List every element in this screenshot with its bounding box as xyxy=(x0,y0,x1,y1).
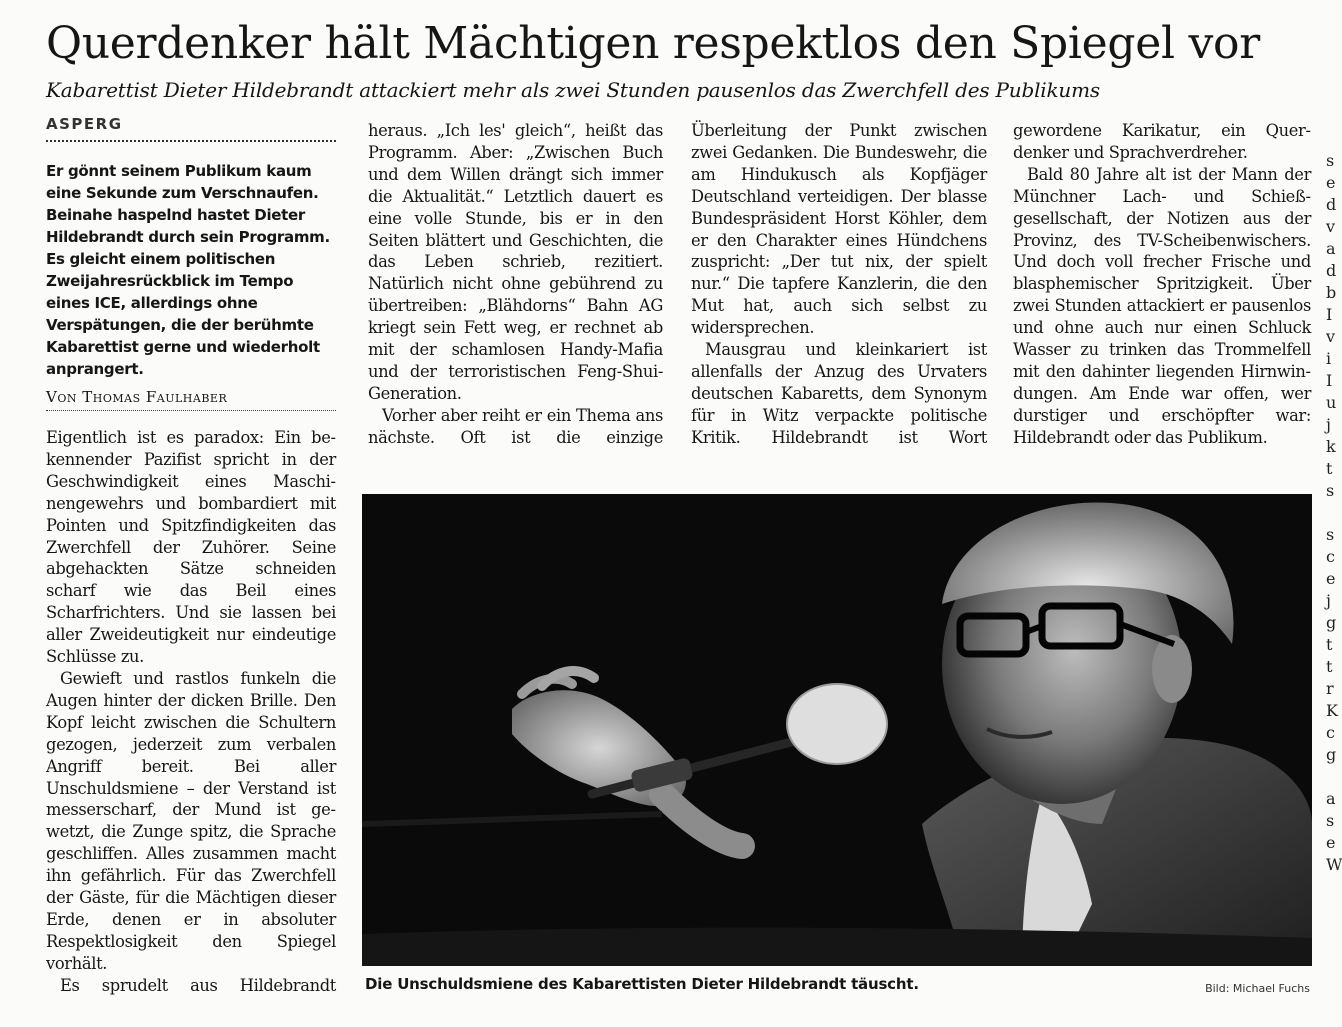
edge-letter: i xyxy=(1326,349,1332,368)
edge-letter xyxy=(1326,502,1340,524)
edge-letter xyxy=(1326,766,1340,788)
photo-caption: Die Unschuldsmiene des Kabarettisten Dieter Hildebrandt täuscht. xyxy=(365,975,919,993)
dateline: ASPERG xyxy=(46,115,123,133)
edge-letter: s xyxy=(1326,811,1335,830)
headline: Querdenker hält Mächtigen respektlos den Spiegel vor xyxy=(46,18,1260,69)
dateline-divider xyxy=(46,140,336,142)
edge-letter: g xyxy=(1326,745,1337,764)
article-photo xyxy=(362,494,1312,966)
edge-letter: v xyxy=(1326,327,1336,346)
edge-letter: I xyxy=(1326,371,1333,390)
edge-letter: t xyxy=(1326,657,1333,676)
edge-letter: a xyxy=(1326,789,1336,808)
body-paragraph-6: Bald 80 Jahre alt ist der Mann der Münchner Lach- und Schießgesellschaft, der Notizen aus der Provinz, des TV-Scheibenwischers. Und doch voll frecher Frische und blasphemischer Spritzigkeit. Über zwei Stunden attackiert er pausenlos und ohne auch nur einen Schluck Wasser zu trinken das Trommelfell mit den dahinter liegenden Hirnwindungen. Am Ende war offen, wer durstiger und erschöpfter war: Hildebrandt oder das Publikum. xyxy=(1013,164,1311,447)
edge-letter: s xyxy=(1326,481,1335,500)
edge-letter: k xyxy=(1326,437,1336,456)
edge-letter: e xyxy=(1326,833,1336,852)
edge-letter: t xyxy=(1326,459,1333,478)
body-paragraph-4-start: Vorher aber reiht er ein Thema ans nächste. Oft ist die einzige xyxy=(368,405,663,447)
edge-letter: b xyxy=(1326,283,1337,302)
body-paragraph-3-cont: heraus. „Ich les' gleich“, heißt das Programm. Aber: „Zwischen Buch und dem Willen drängt sich immer die Aktualität.“ Letztlich dauert es eine volle Stunde, bis er in den Seiten blättert und Geschichten, die das Leben schrieb, rezitiert. Natürlich nicht ohne gebührend zu übertreiben: „Blähdorns“ Bahn AG kriegt sein Fett weg, er rechnet ab mit der schamlosen Handy-Mafia und der terroristischen Feng-Shui-Generation. xyxy=(368,121,663,403)
edge-letter: r xyxy=(1326,679,1334,698)
photo-credit: Bild: Michael Fuchs xyxy=(1205,982,1310,995)
photo-illustration xyxy=(362,494,1312,966)
edge-letter: t xyxy=(1326,635,1333,654)
adjacent-column-fragment xyxy=(1326,150,1340,980)
edge-letter: I xyxy=(1326,305,1333,324)
body-paragraph-2: Gewieft und rastlos funkeln die Augen hinter der dicken Brille. Den Kopf leicht zwischen die Schultern gezogen, jederzeit zum verbalen Angriff bereit. Bei aller Unschuldsmiene – der Verstand ist messerscharf, der Mund ist gewetzt, die Zunge spitz, die Sprache geschliffen. Alles zusammen macht ihn gefährlich. Für das Zwerchfell der Gäste, für die Mächtigen dieser Erde, denen er in absoluter Respektlosigkeit den Spiegel vorhält. xyxy=(46,668,336,973)
column-4 xyxy=(1013,120,1311,449)
teaser-paragraph: Er gönnt seinem Publikum kaum eine Sekunde zum Verschnaufen. Beinahe haspelnd hastet Dieter Hildebrandt durch sein Programm. Es gleicht einem politischen Zweijahresrückblick im Tempo eines ICE, allerdings ohne Verspätungen, die der berühmte Kabarettist gerne und wiederholt anprangert. xyxy=(46,162,330,378)
edge-letter: d xyxy=(1326,195,1337,214)
body-paragraph-1: Eigentlich ist es paradox: Ein bekennender Pazifist spricht in der Geschwindigkeit eines Maschinengewehrs und bombardiert mit Pointen und Spitzfindigkeiten das Zwerchfell der Zuhörer. Seine abgehackten Sätze schneiden scharf wie das Beil eines Scharfrichters. Und sie lassen bei aller Zweideutigkeit nur eindeutige Schlüsse zu. xyxy=(46,428,336,667)
edge-letter: j xyxy=(1326,591,1331,610)
body-paragraph-5-start: Mausgrau und kleinkariert ist allenfalls der Anzug des Urvaters deutschen Kabaretts, dem Synonym für in Witz verpackte politische Kritik. Hildebrandt ist Wort xyxy=(691,340,987,447)
edge-letter: W xyxy=(1326,855,1342,874)
edge-letter: u xyxy=(1326,393,1337,412)
edge-letter: s xyxy=(1326,525,1335,544)
edge-letter: j xyxy=(1326,415,1331,434)
edge-letter: K xyxy=(1326,701,1338,720)
edge-letter: s xyxy=(1326,151,1335,170)
edge-letter: e xyxy=(1326,173,1336,192)
subheadline: Kabarettist Dieter Hildebrandt attackiert mehr als zwei Stunden pausenlos das Zwerchfell des Publikums xyxy=(46,78,1100,102)
edge-letter: v xyxy=(1326,217,1336,236)
column-1 xyxy=(46,427,336,997)
edge-letter: a xyxy=(1326,239,1336,258)
author-divider xyxy=(46,410,336,411)
edge-letter: c xyxy=(1326,723,1335,742)
edge-letter: d xyxy=(1326,261,1337,280)
edge-letter: g xyxy=(1326,613,1337,632)
body-paragraph-3-start: Es sprudelt aus Hildebrandt xyxy=(60,975,336,995)
column-2 xyxy=(368,120,663,449)
body-paragraph-5-cont: gewordene Karikatur, ein Querdenker und Sprachverdreher. xyxy=(1013,121,1311,162)
body-paragraph-4-cont: Überleitung der Punkt zwischen zwei Gedanken. Die Bundeswehr, die am Hindukusch als Kopfjäger Deutschland verteidigen. Der blasse Bundespräsident Horst Köhler, dem er den Charakter eines Hündchens zuspricht: „Der tut nix, der spielt nur.“ Die tapfere Kanzlerin, die den Mut hat, auch sich selbst zu widersprechen. xyxy=(691,121,987,338)
author-byline: Von Thomas Faulhaber xyxy=(46,388,228,406)
column-3 xyxy=(691,120,987,449)
edge-letter: e xyxy=(1326,569,1336,588)
edge-letter: c xyxy=(1326,547,1335,566)
